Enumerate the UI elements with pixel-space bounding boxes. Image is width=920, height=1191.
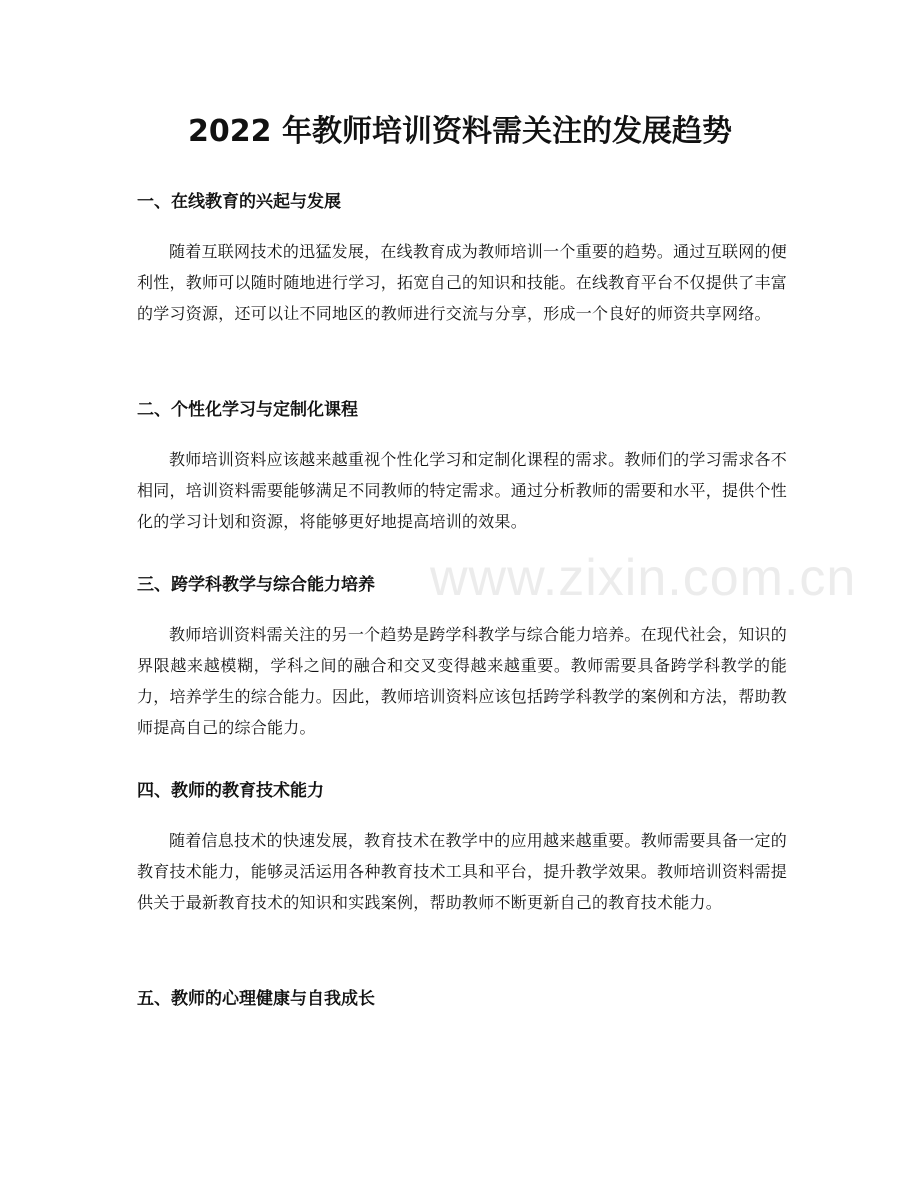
document-title: 2022 年教师培训资料需关注的发展趋势 [188,114,732,149]
section-heading-1: 一、在线教育的兴起与发展 [137,192,341,212]
section-body-1: 随着互联网技术的迅猛发展，在线教育成为教师培训一个重要的趋势。通过互联网的便利性，教师可以随时随地进行学习，拓宽自己的知识和技能。在线教育平台不仅提供了丰富的学习资源，还可以让不同地区的教师进行交流与分享，形成一个良好的师资共享网络。 [137,242,788,323]
section-heading-4: 四、教师的教育技术能力 [137,781,324,801]
watermark-text: www.zixin.com.cn [430,549,857,607]
section-body-3: 教师培训资料需关注的另一个趋势是跨学科教学与综合能力培养。在现代社会，知识的界限越来越模糊，学科之间的融合和交叉变得越来越重要。教师需要具备跨学科教学的能力，培养学生的综合能力。因此，教师培训资料应该包括跨学科教学的案例和方法，帮助教师提高自己的综合能力。 [137,625,788,737]
section-body-4: 随着信息技术的快速发展，教育技术在教学中的应用越来越重要。教师需要具备一定的教育技术能力，能够灵活运用各种教育技术工具和平台，提升教学效果。教师培训资料需提供关于最新教育技术的知识和实践案例，帮助教师不断更新自己的教育技术能力。 [137,831,788,912]
section-heading-3: 三、跨学科教学与综合能力培养 [137,575,375,595]
section-body-2: 教师培训资料应该越来越重视个性化学习和定制化课程的需求。教师们的学习需求各不相同，培训资料需要能够满足不同教师的特定需求。通过分析教师的需要和水平，提供个性化的学习计划和资源，将能够更好地提高培训的效果。 [137,450,788,531]
section-heading-2: 二、个性化学习与定制化课程 [137,400,358,420]
section-heading-5: 五、教师的心理健康与自我成长 [137,989,375,1009]
